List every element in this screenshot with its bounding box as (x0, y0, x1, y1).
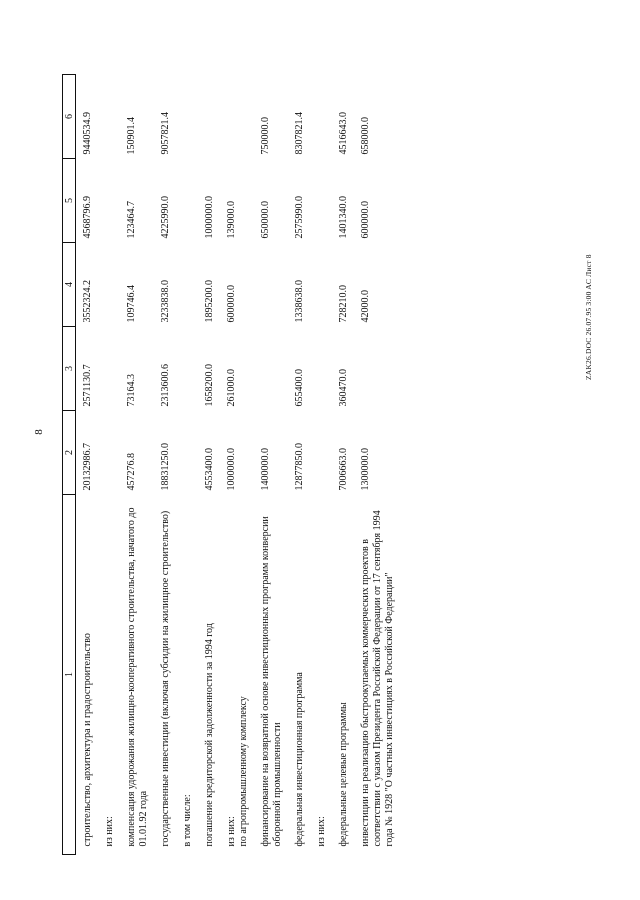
row-value: 1000000.0 (204, 196, 215, 239)
row-value (310, 411, 332, 495)
row-value: 1300000.0 (360, 448, 371, 491)
row-label: федеральная инвестиционная программа (294, 672, 305, 847)
budget-table (62, 74, 400, 855)
row-value (98, 243, 120, 327)
row-value: 18831250.0 (160, 443, 171, 491)
row-value: 4568796.9 (82, 196, 93, 239)
table-row (288, 75, 310, 855)
row-value: 655400.0 (294, 369, 305, 407)
column-header: 6 (63, 75, 76, 159)
table-body (76, 75, 401, 855)
row-label: погашение кредиторской задолженности за 1994 год (204, 623, 215, 847)
row-value: 728210.0 (338, 285, 349, 323)
row-value (220, 75, 254, 159)
table-row (176, 75, 198, 855)
row-value: 42000.0 (360, 290, 371, 323)
row-value (198, 75, 220, 159)
table-row (198, 75, 220, 855)
row-value: 650000.0 (260, 201, 271, 239)
row-value: 1401340.0 (338, 196, 349, 239)
row-value: 1338638.0 (294, 280, 305, 323)
row-value (254, 243, 288, 327)
row-value: 750000.0 (260, 117, 271, 155)
table-row (98, 75, 120, 855)
row-value: 2575990.0 (294, 196, 305, 239)
row-value (176, 243, 198, 327)
row-value (176, 411, 198, 495)
row-value: 4225990.0 (160, 196, 171, 239)
row-value (310, 159, 332, 243)
row-value: 4553400.0 (204, 448, 215, 491)
row-label: компенсация удорожания жилищно-кооперативного строительства, начатого до 01.01.92 года (126, 507, 149, 847)
row-value: 457276.8 (126, 453, 137, 491)
column-header: 3 (63, 327, 76, 411)
table-row (332, 75, 354, 855)
table-header-row (63, 75, 76, 855)
row-value (176, 327, 198, 411)
row-value: 9440534.9 (82, 112, 93, 155)
page-number: 8 (32, 429, 45, 435)
table-row (76, 75, 99, 855)
row-label: из них: (316, 816, 327, 847)
table-row (220, 75, 254, 855)
column-header: 2 (63, 411, 76, 495)
row-value: 360470.0 (338, 369, 349, 407)
column-header: 1 (63, 495, 76, 855)
footer-code: ZAK26.DOC 26.07.95 3:00 AC Лист 8 (584, 254, 593, 380)
row-value: 600000.0 (360, 201, 371, 239)
row-label: в том числе: (182, 794, 193, 847)
row-value: 1400000.0 (260, 448, 271, 491)
row-value: 9057821.4 (160, 112, 171, 155)
row-label: из них: по агропромышленному комплексу (226, 696, 249, 847)
row-value (176, 75, 198, 159)
row-value (310, 243, 332, 327)
row-label: инвестиции на реализацию быстроокупаемых коммерческих проектов в соответствии с указом Президента Российской Федерации от 17 сентября 1994 года № 1928 "О частных инвестициях в Российской Федерации" (360, 510, 395, 847)
row-value: 8307821.4 (294, 112, 305, 155)
row-value: 1658200.0 (204, 364, 215, 407)
column-header: 4 (63, 243, 76, 327)
row-value: 7006663.0 (338, 448, 349, 491)
row-value: 20132986.7 (82, 443, 93, 491)
row-value: 658000.0 (360, 117, 371, 155)
row-value: 139000.0 (226, 201, 237, 239)
table-row (354, 75, 400, 855)
row-value: 3233838.0 (160, 280, 171, 323)
row-value: 4516643.0 (338, 112, 349, 155)
row-value: 1000000.0 (226, 448, 237, 491)
row-value (254, 327, 288, 411)
row-label: финансирование на возвратной основе инвестиционных программ конверсии оборонной промышленности (260, 516, 283, 847)
row-value: 12877850.0 (294, 443, 305, 491)
row-value (176, 159, 198, 243)
row-value (98, 327, 120, 411)
row-value: 3552324.2 (82, 280, 93, 323)
row-value: 261000.0 (226, 369, 237, 407)
column-header: 5 (63, 159, 76, 243)
row-value: 123464.7 (126, 201, 137, 239)
row-value (98, 411, 120, 495)
row-label: из них: (104, 816, 115, 847)
row-value (98, 75, 120, 159)
row-value (354, 327, 400, 411)
row-value (98, 159, 120, 243)
row-value: 150901.4 (126, 117, 137, 155)
row-value: 2313600.6 (160, 364, 171, 407)
row-value: 1895200.0 (204, 280, 215, 323)
table-row (310, 75, 332, 855)
row-value (310, 327, 332, 411)
row-value: 109746.4 (126, 285, 137, 323)
table-row (154, 75, 176, 855)
table-row (254, 75, 288, 855)
row-value: 2571130.7 (82, 364, 93, 407)
row-label: федеральные целевые программы (338, 702, 349, 847)
row-label: строительство, архитектура и градостроительство (82, 633, 93, 847)
row-value: 600000.0 (226, 285, 237, 323)
row-value (310, 75, 332, 159)
row-value: 73164.3 (126, 374, 137, 407)
row-label: государственные инвестиции (включая субсидии на жилищное строительство) (160, 510, 171, 847)
table-row (120, 75, 154, 855)
